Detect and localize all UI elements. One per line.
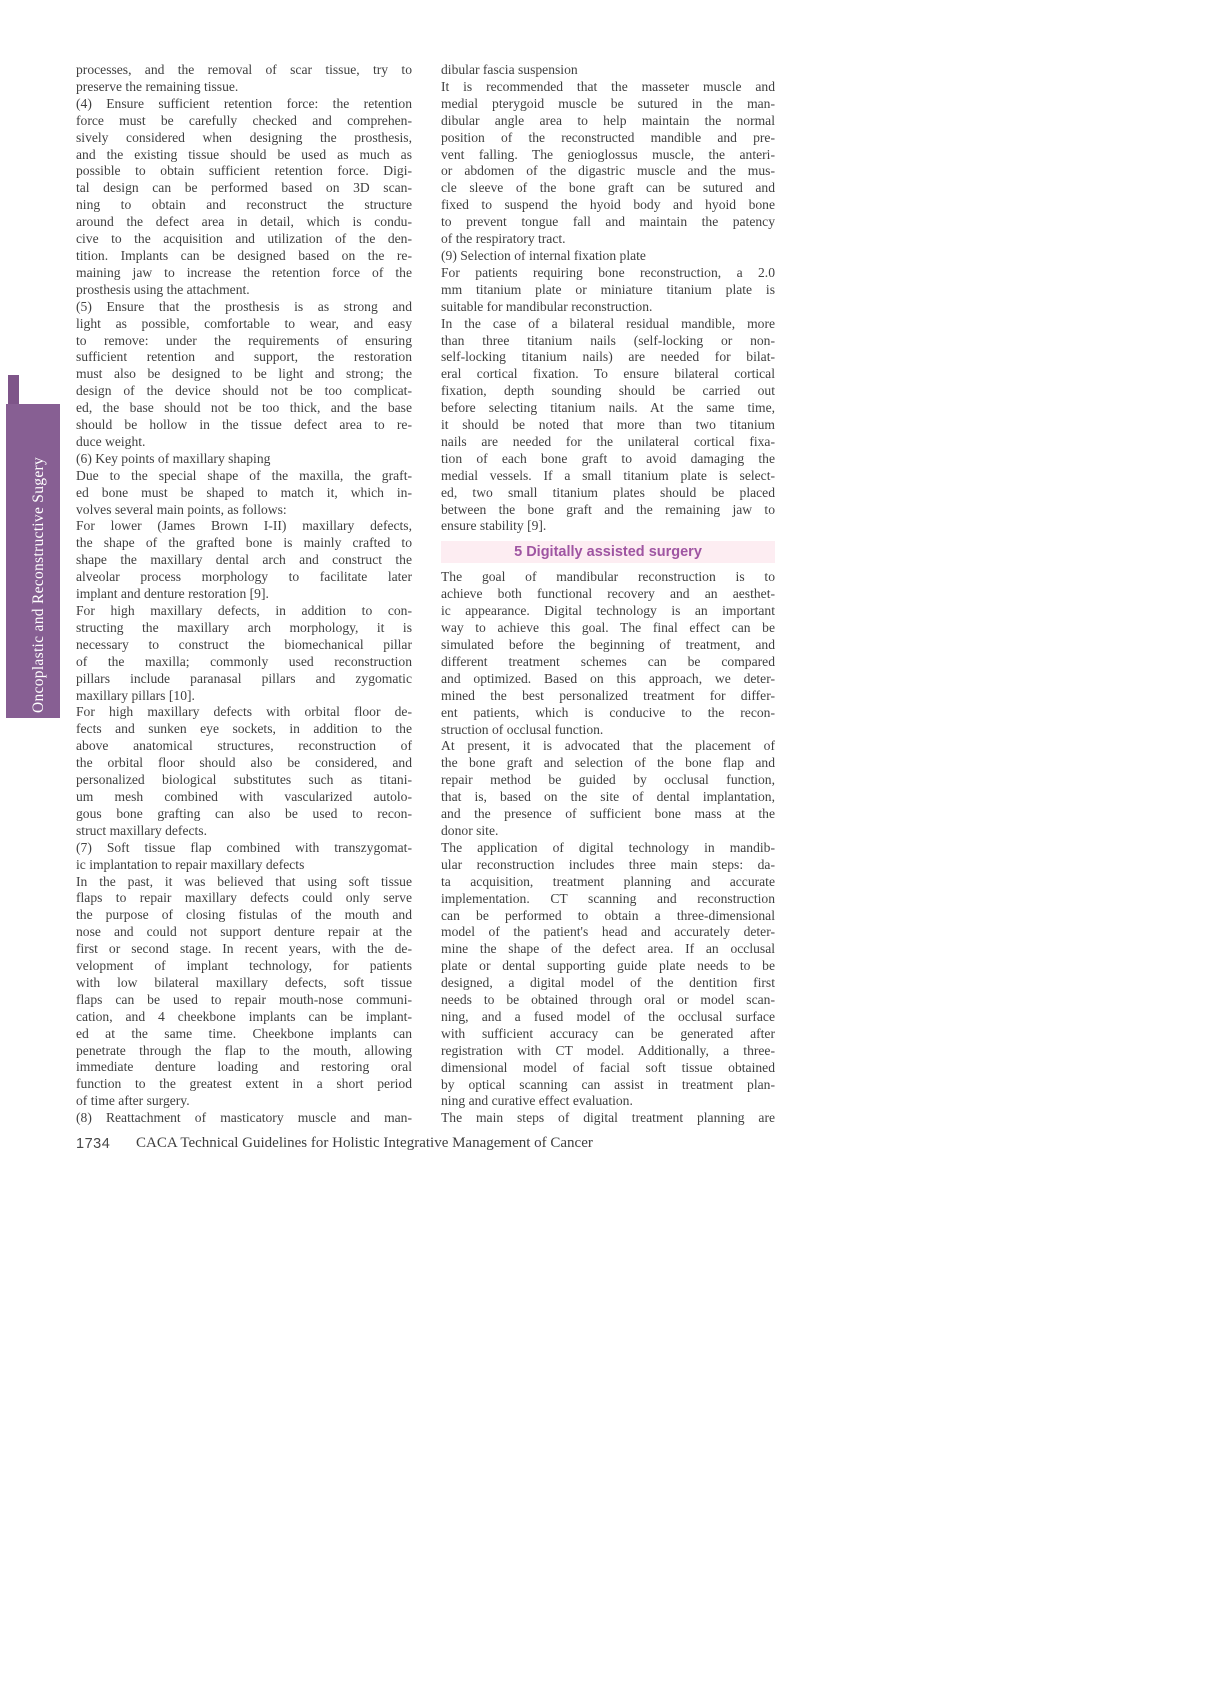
text-line: before selecting titanium nails. At the same time, bbox=[441, 400, 775, 416]
text-line: duce weight. bbox=[76, 433, 146, 449]
text-line: and the presence of sufficient bone mass at the bbox=[441, 806, 775, 822]
text-line: ning to obtain and reconstruct the structure bbox=[76, 197, 412, 213]
text-line: sively considered when designing the prosthesis, bbox=[76, 129, 412, 145]
text-line: possible to obtain sufficient retention force. Digi- bbox=[76, 163, 412, 179]
text-line: with low bilateral maxillary defects, soft tissue bbox=[76, 974, 412, 990]
text-line: registration with CT model. Additionally, a three- bbox=[441, 1042, 775, 1058]
text-line: mm titanium plate or miniature titanium plate is bbox=[441, 281, 775, 297]
footer-running-title: CACA Technical Guidelines for Holistic Integrative Management of Cancer bbox=[136, 1135, 593, 1151]
text-line: light as possible, comfortable to wear, and easy bbox=[76, 315, 412, 331]
text-line: (9) Selection of internal fixation plate bbox=[441, 247, 646, 263]
right-text-column bbox=[441, 62, 775, 1127]
text-line: implementation. CT scanning and reconstruction bbox=[441, 890, 775, 906]
text-line: ensure stability [9]. bbox=[441, 518, 547, 534]
text-line: and optimized. Based on this approach, we deter- bbox=[441, 670, 775, 686]
chapter-sidebar bbox=[6, 404, 60, 718]
text-line: (4) Ensure sufficient retention force: the retention bbox=[76, 95, 412, 111]
text-line: cive to the acquisition and utilization of the den- bbox=[76, 231, 412, 247]
text-line: For patients requiring bone reconstruction, a 2.0 bbox=[441, 264, 775, 280]
text-line: eral cortical fixation. To ensure bilateral cortical bbox=[441, 366, 775, 382]
text-line: dibular fascia suspension bbox=[441, 62, 578, 77]
text-line: penetrate through the flap to the mouth, allowing bbox=[76, 1042, 412, 1058]
text-line: repair method be guided by occlusal function, bbox=[441, 772, 775, 788]
chapter-sidebar-label: Oncoplastic and Reconstructive Sugery bbox=[30, 456, 47, 713]
text-line: In the past, it was believed that using soft tissue bbox=[76, 873, 412, 889]
text-line: fixed to suspend the hyoid body and hyoid bone bbox=[441, 197, 775, 213]
text-line: (5) Ensure that the prosthesis is as strong and bbox=[76, 298, 412, 314]
text-line: ic implantation to repair maxillary defects bbox=[76, 856, 305, 872]
text-line: fixation, depth sounding should be carried out bbox=[441, 383, 775, 399]
text-line: For lower (James Brown I-II) maxillary defects, bbox=[76, 518, 412, 534]
text-line: first or second stage. In recent years, with the de- bbox=[76, 941, 412, 957]
text-line: of the maxilla; commonly used reconstruction bbox=[76, 653, 412, 669]
text-line: ning, and a fused model of the occlusal surface bbox=[441, 1008, 775, 1024]
text-line: fects and sunken eye sockets, in addition to the bbox=[76, 721, 412, 737]
section-heading: 5 Digitally assisted surgery bbox=[514, 544, 702, 561]
text-line: self-locking titanium nails) are needed for bilat- bbox=[441, 349, 775, 365]
text-line: with sufficient accuracy can be generated after bbox=[441, 1025, 775, 1041]
text-line: maining jaw to increase the retention force of the bbox=[76, 264, 412, 280]
text-line: way to achieve this goal. The final effect can be bbox=[441, 620, 775, 636]
text-line: design of the device should not be too complicat- bbox=[76, 383, 412, 399]
text-line: ular reconstruction includes three main steps: da- bbox=[441, 856, 775, 872]
left-text-column bbox=[76, 62, 412, 1127]
text-line: preserve the remaining tissue. bbox=[76, 78, 239, 94]
text-line: Due to the special shape of the maxilla, the graft- bbox=[76, 467, 412, 483]
text-line: (8) Reattachment of masticatory muscle and man- bbox=[76, 1110, 412, 1126]
text-line: the shape of the grafted bone is mainly crafted to bbox=[76, 535, 412, 551]
section-heading-band bbox=[441, 541, 775, 563]
text-line: structing the maxillary arch morphology, it is bbox=[76, 619, 412, 635]
right-column-lower-text bbox=[441, 569, 775, 1127]
text-line: tition. Implants can be designed based on the re- bbox=[76, 247, 412, 263]
text-line: mine the shape of the defect area. If an occlusal bbox=[441, 941, 775, 957]
text-line: between the bone graft and the remaining jaw to bbox=[441, 501, 775, 517]
text-line: velopment of implant technology, for patients bbox=[76, 958, 412, 974]
text-line: and the existing tissue should be used as much as bbox=[76, 146, 412, 162]
text-line: alveolar process morphology to facilitate later bbox=[76, 569, 412, 585]
text-line: the bone graft and selection of the bone flap and bbox=[441, 755, 775, 771]
text-line: It is recommended that the masseter muscle and bbox=[441, 78, 775, 94]
text-line: ent patients, which is conducive to the recon- bbox=[441, 704, 775, 720]
text-line: model of the patient's head and accurately deter- bbox=[441, 924, 775, 940]
text-line: tal design can be performed based on 3D scan- bbox=[76, 180, 412, 196]
text-line: dimensional model of facial soft tissue obtained bbox=[441, 1059, 775, 1075]
text-line: (6) Key points of maxillary shaping bbox=[76, 450, 271, 466]
text-line: should be hollow in the tissue defect area to re- bbox=[76, 417, 412, 433]
text-line: vent falling. The genioglossus muscle, the anteri- bbox=[441, 146, 775, 162]
text-line: or abdomen of the digastric muscle and the mus- bbox=[441, 163, 775, 179]
text-line: sufficient retention and support, the restoration bbox=[76, 349, 412, 365]
text-line: flaps to repair maxillary defects could only serve bbox=[76, 890, 412, 906]
text-line: In the case of a bilateral residual mandible, more bbox=[441, 315, 775, 331]
text-line: ed, the base should not be too thick, and the base bbox=[76, 400, 412, 416]
text-line: plate or dental supporting guide plate needs to be bbox=[441, 958, 775, 974]
page-number: 1734 bbox=[76, 1136, 111, 1152]
text-line: by optical scanning can assist in treatment plan- bbox=[441, 1076, 775, 1092]
text-line: than three titanium nails (self-locking or non- bbox=[441, 332, 775, 348]
text-line: The goal of mandibular reconstruction is to bbox=[441, 569, 775, 585]
chapter-tab bbox=[8, 375, 19, 404]
text-line: cle sleeve of the bone graft can be sutured and bbox=[441, 180, 775, 196]
text-line: ed bone must be shaped to match it, which in- bbox=[76, 484, 412, 500]
text-line: ta acquisition, treatment planning and accurate bbox=[441, 873, 775, 889]
text-line: must also be designed to be light and strong; the bbox=[76, 366, 412, 382]
text-line: medial vessels. If a small titanium plate is select- bbox=[441, 467, 775, 483]
text-line: At present, it is advocated that the placement of bbox=[441, 738, 775, 754]
text-line: pillars include paranasal pillars and zygomatic bbox=[76, 670, 412, 686]
text-line: donor site. bbox=[441, 822, 499, 838]
text-line: simulated before the beginning of treatment, and bbox=[441, 637, 775, 652]
text-line: (7) Soft tissue flap combined with transzygomat- bbox=[76, 839, 412, 855]
text-line: different treatment schemes can be compared bbox=[441, 653, 775, 669]
text-line: the orbital floor should also be considered, and bbox=[76, 755, 412, 771]
text-line: medial pterygoid muscle be sutured in the man- bbox=[441, 95, 775, 111]
text-line: dibular angle area to help maintain the normal bbox=[441, 112, 775, 128]
text-line: For high maxillary defects, in addition to con- bbox=[76, 603, 412, 618]
text-line: to prevent tongue fall and maintain the patency bbox=[441, 214, 775, 230]
text-line: position of the reconstructed mandible and pre- bbox=[441, 129, 775, 145]
text-line: tion of each bone graft to avoid damaging the bbox=[441, 450, 775, 466]
text-line: prosthesis using the attachment. bbox=[76, 281, 250, 297]
text-line: processes, and the removal of scar tissue, try to bbox=[76, 62, 412, 77]
text-line: gous bone grafting can also be used to recon- bbox=[76, 805, 412, 821]
text-line: ning and curative effect evaluation. bbox=[441, 1093, 633, 1109]
text-line: immediate denture loading and restoring oral bbox=[76, 1059, 412, 1075]
text-line: function to the greatest extent in a short period bbox=[76, 1076, 412, 1092]
text-line: of time after surgery. bbox=[76, 1093, 190, 1109]
text-line: suitable for mandibular reconstruction. bbox=[441, 298, 653, 314]
text-line: ed at the same time. Cheekbone implants can bbox=[76, 1025, 412, 1041]
text-line: can be performed to obtain a three-dimensional bbox=[441, 907, 775, 923]
text-line: designed, a digital model of the dentition first bbox=[441, 975, 775, 991]
text-line: personalized biological substitutes such as titani- bbox=[76, 772, 412, 788]
text-line: needs to be obtained through oral or model scan- bbox=[441, 992, 775, 1008]
text-line: um mesh combined with vascularized autolo- bbox=[76, 788, 412, 804]
text-line: achieve both functional recovery and an aesthet- bbox=[441, 586, 775, 602]
text-line: nose and could not support denture repair at the bbox=[76, 924, 412, 940]
text-line: that is, based on the site of dental implantation, bbox=[441, 789, 775, 805]
text-line: around the defect area in detail, which is condu- bbox=[76, 214, 412, 230]
text-line: For high maxillary defects with orbital floor de- bbox=[76, 704, 412, 720]
text-line: The main steps of digital treatment planning are bbox=[441, 1110, 775, 1126]
text-line: ic appearance. Digital technology is an important bbox=[441, 603, 775, 619]
text-line: The application of digital technology in mandib- bbox=[441, 839, 775, 855]
text-line: struct maxillary defects. bbox=[76, 822, 207, 838]
text-line: of the respiratory tract. bbox=[441, 231, 566, 247]
text-line: it should be noted that more than two titanium bbox=[441, 417, 775, 433]
text-line: to remove: under the requirements of ensuring bbox=[76, 332, 412, 348]
text-line: the purpose of closing fistulas of the mouth and bbox=[76, 907, 412, 923]
text-line: force must be carefully checked and comprehen- bbox=[76, 112, 412, 128]
text-line: above anatomical structures, reconstruction of bbox=[76, 738, 412, 754]
text-line: flaps can be used to repair mouth-nose communi- bbox=[76, 991, 412, 1007]
text-line: maxillary pillars [10]. bbox=[76, 687, 195, 703]
right-column-upper-text bbox=[441, 62, 775, 535]
text-line: mined the best personalized treatment for differ- bbox=[441, 687, 775, 703]
text-line: volves several main points, as follows: bbox=[76, 501, 287, 517]
text-line: shape the maxillary dental arch and construct the bbox=[76, 552, 412, 568]
text-line: struction of occlusal function. bbox=[441, 721, 604, 737]
text-line: cation, and 4 cheekbone implants can be implant- bbox=[76, 1008, 412, 1024]
text-line: nails are needed for the unilateral cortical fixa- bbox=[441, 433, 775, 449]
text-line: necessary to construct the biomechanical pillar bbox=[76, 636, 412, 652]
text-line: ed, two small titanium plates should be placed bbox=[441, 484, 775, 500]
text-line: implant and denture restoration [9]. bbox=[76, 586, 269, 602]
